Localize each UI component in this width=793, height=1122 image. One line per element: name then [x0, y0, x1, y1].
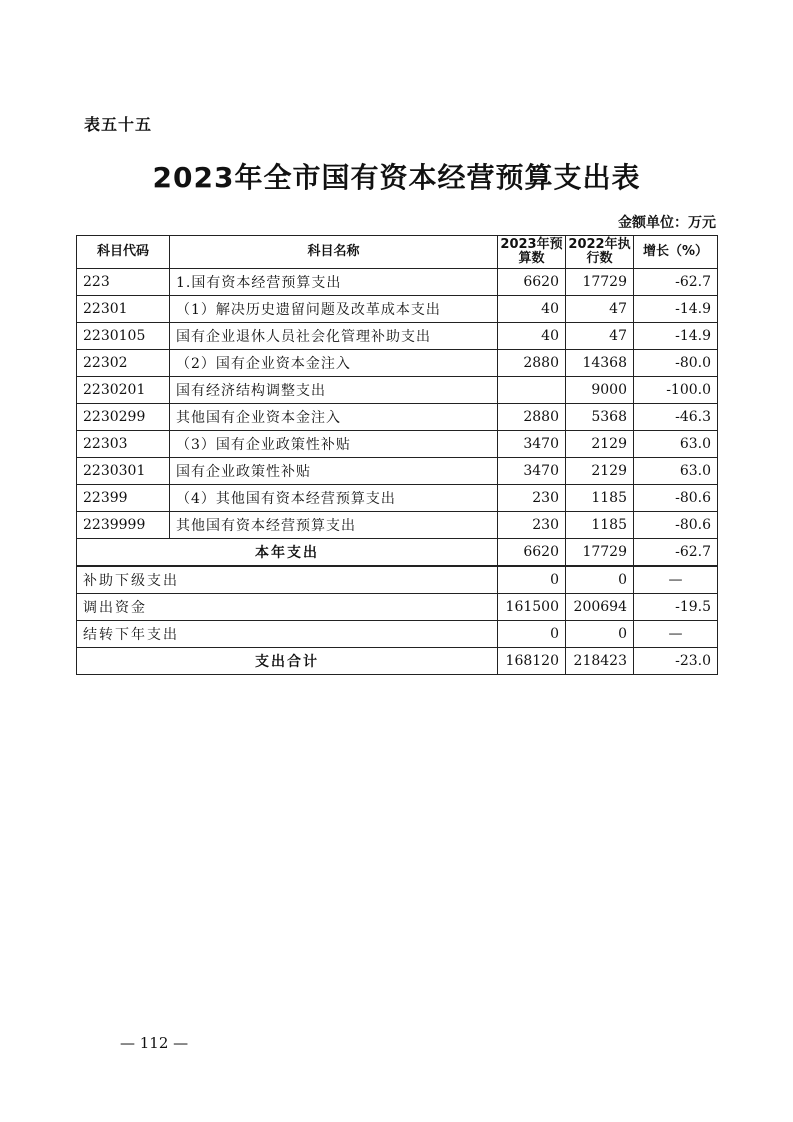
cell-growth: -19.5 [634, 594, 718, 621]
cell-growth: — [634, 566, 718, 594]
cell-name: （1）解决历史遗留问题及改革成本支出 [170, 296, 498, 323]
cell-budget-2023: 168120 [498, 648, 566, 675]
cell-name: 国有企业政策性补贴 [170, 458, 498, 485]
grand-total-row [77, 648, 718, 675]
cell-code: 22399 [77, 485, 170, 512]
current-year-total-label: 本年支出 [77, 539, 498, 567]
cell-code: 2239999 [77, 512, 170, 539]
table-row [77, 404, 718, 431]
cell-exec-2022: 1185 [566, 485, 634, 512]
cell-name: （3）国有企业政策性补贴 [170, 431, 498, 458]
cell-exec-2022: 1185 [566, 512, 634, 539]
table-row [77, 296, 718, 323]
page-number: — 112 — [120, 1034, 189, 1052]
table-row [77, 512, 718, 539]
cell-budget-2023: 230 [498, 512, 566, 539]
cell-budget-2023: 230 [498, 485, 566, 512]
cell-exec-2022: 47 [566, 296, 634, 323]
column-header-exec-2022: 2022年执行数 [566, 236, 634, 269]
cell-budget-2023: 161500 [498, 594, 566, 621]
cell-growth: -14.9 [634, 323, 718, 350]
cell-exec-2022: 200694 [566, 594, 634, 621]
cell-code: 2230299 [77, 404, 170, 431]
table-row [77, 485, 718, 512]
cell-exec-2022: 0 [566, 621, 634, 648]
cell-exec-2022: 47 [566, 323, 634, 350]
extra-row-label: 调出资金 [77, 594, 498, 621]
page-title: 2023年全市国有资本经营预算支出表 [152, 161, 641, 194]
cell-name: （4）其他国有资本经营预算支出 [170, 485, 498, 512]
column-header-growth: 增长（%） [634, 236, 718, 269]
cell-growth: -80.6 [634, 485, 718, 512]
cell-growth: -62.7 [634, 269, 718, 296]
table-row [77, 350, 718, 377]
cell-growth: 63.0 [634, 458, 718, 485]
budget-expenditure-table [76, 235, 718, 675]
cell-exec-2022: 14368 [566, 350, 634, 377]
cell-budget-2023: 40 [498, 296, 566, 323]
cell-budget-2023: 2880 [498, 350, 566, 377]
cell-name: 国有企业退休人员社会化管理补助支出 [170, 323, 498, 350]
cell-budget-2023: 6620 [498, 539, 566, 567]
grand-total-label: 支出合计 [77, 648, 498, 675]
cell-exec-2022: 17729 [566, 269, 634, 296]
cell-growth: 63.0 [634, 431, 718, 458]
column-header-code: 科目代码 [77, 236, 170, 269]
cell-code: 223 [77, 269, 170, 296]
cell-growth: -46.3 [634, 404, 718, 431]
cell-growth: — [634, 621, 718, 648]
cell-code: 2230301 [77, 458, 170, 485]
cell-exec-2022: 17729 [566, 539, 634, 567]
cell-budget-2023: 3470 [498, 458, 566, 485]
cell-growth: -62.7 [634, 539, 718, 567]
column-header-name: 科目名称 [170, 236, 498, 269]
extra-row-label: 补助下级支出 [77, 566, 498, 594]
cell-budget-2023: 3470 [498, 431, 566, 458]
cell-budget-2023 [498, 377, 566, 404]
cell-code: 22303 [77, 431, 170, 458]
table-row [77, 377, 718, 404]
cell-budget-2023: 0 [498, 566, 566, 594]
cell-exec-2022: 9000 [566, 377, 634, 404]
extra-row-label: 结转下年支出 [77, 621, 498, 648]
extra-row [77, 566, 718, 594]
cell-growth: -80.6 [634, 512, 718, 539]
cell-exec-2022: 2129 [566, 458, 634, 485]
cell-exec-2022: 218423 [566, 648, 634, 675]
extra-row [77, 594, 718, 621]
cell-code: 2230105 [77, 323, 170, 350]
cell-name: 1.国有资本经营预算支出 [170, 269, 498, 296]
cell-budget-2023: 40 [498, 323, 566, 350]
cell-name: 其他国有资本经营预算支出 [170, 512, 498, 539]
table-row [77, 458, 718, 485]
table-row [77, 431, 718, 458]
cell-name: 国有经济结构调整支出 [170, 377, 498, 404]
cell-code: 22302 [77, 350, 170, 377]
cell-growth: -14.9 [634, 296, 718, 323]
current-year-total-row [77, 539, 718, 567]
table-row [77, 269, 718, 296]
cell-budget-2023: 2880 [498, 404, 566, 431]
unit-note: 金额单位：万元 [618, 215, 716, 231]
cell-budget-2023: 0 [498, 621, 566, 648]
cell-exec-2022: 5368 [566, 404, 634, 431]
cell-code: 2230201 [77, 377, 170, 404]
column-header-budget-2023: 2023年预算数 [498, 236, 566, 269]
table-row [77, 323, 718, 350]
table-number: 表五十五 [84, 115, 153, 134]
cell-code: 22301 [77, 296, 170, 323]
table-header-row [77, 236, 718, 269]
cell-name: 其他国有企业资本金注入 [170, 404, 498, 431]
cell-growth: -100.0 [634, 377, 718, 404]
cell-growth: -23.0 [634, 648, 718, 675]
cell-exec-2022: 2129 [566, 431, 634, 458]
cell-name: （2）国有企业资本金注入 [170, 350, 498, 377]
cell-budget-2023: 6620 [498, 269, 566, 296]
extra-row [77, 621, 718, 648]
cell-exec-2022: 0 [566, 566, 634, 594]
cell-growth: -80.0 [634, 350, 718, 377]
